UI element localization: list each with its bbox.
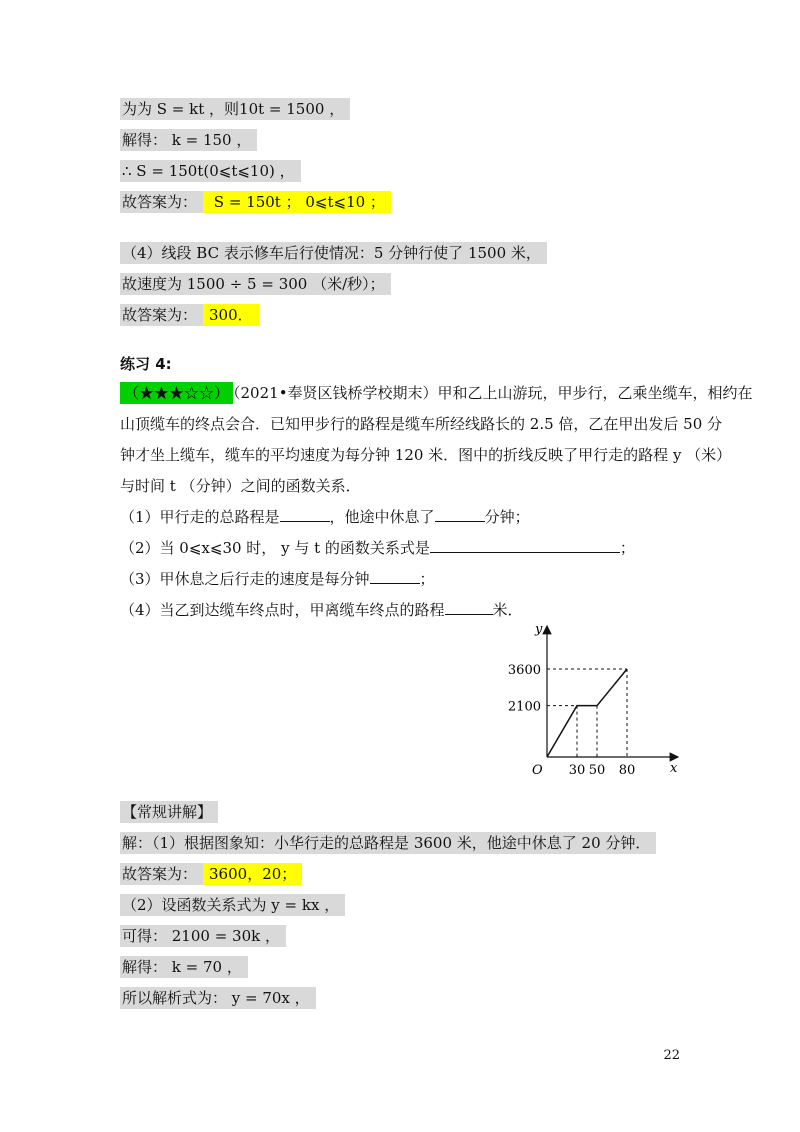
y-tick-label: 2100 bbox=[507, 699, 541, 715]
q-text: （1）甲行走的总路程是 bbox=[120, 508, 280, 526]
difficulty-stars: （★★★☆☆） bbox=[120, 382, 233, 404]
line-text: ∴ S = 150t(0⩽t⩽10) ， bbox=[120, 160, 301, 182]
answer-line bbox=[120, 190, 391, 214]
answer-highlight: 3600，20； bbox=[203, 863, 302, 885]
q-text: （2）当 0⩽x⩽30 时， y 与 t 的函数关系式是 bbox=[120, 539, 430, 557]
x-tick-label: 80 bbox=[618, 763, 636, 778]
question-1 bbox=[120, 505, 530, 529]
answer-blank bbox=[435, 505, 485, 522]
answer-prefix: 故答案为： bbox=[120, 304, 203, 326]
q-text: （3）甲休息之后行走的速度是每分钟 bbox=[120, 570, 370, 588]
y-tick-label: 3600 bbox=[507, 663, 541, 678]
exercise-paragraph bbox=[120, 381, 753, 405]
answer-highlight: S = 150t ； 0⩽t⩽10 ； bbox=[203, 191, 391, 213]
origin-label: O bbox=[532, 763, 543, 778]
solution-line bbox=[120, 831, 656, 855]
line-text: 解：（1）根据图象知：小华行走的总路程是 3600 米，他途中休息了 20 分钟． bbox=[120, 832, 656, 854]
answer-blank bbox=[430, 536, 620, 553]
q-text: ； bbox=[419, 570, 435, 588]
problem-text: 山顶缆车的终点会合．已知甲步行的路程是缆车所经线路长的 2.5 倍，乙在甲出发后 50 分 bbox=[120, 415, 723, 433]
line-text: 所以解析式为： y = 70x ， bbox=[120, 987, 316, 1009]
solution-line bbox=[120, 955, 248, 979]
line-text: 解得： k = 70 ， bbox=[120, 956, 248, 978]
solution-line bbox=[120, 241, 547, 265]
solution-line bbox=[120, 159, 301, 183]
y-axis-label: y bbox=[535, 622, 543, 637]
x-tick-label: 50 bbox=[588, 763, 606, 778]
solution-line bbox=[120, 986, 316, 1010]
q-text: （4）当乙到达缆车终点时，甲离缆车终点的路程 bbox=[120, 601, 445, 619]
answer-blank bbox=[445, 598, 493, 615]
question-2 bbox=[120, 536, 635, 560]
heading-text: 【常规讲解】 bbox=[120, 801, 218, 823]
answer-prefix: 故答案为： bbox=[120, 191, 203, 213]
line-text: （2）设函数关系式为 y = kx ， bbox=[120, 894, 345, 916]
line-text: （4）线段 BC 表示修车后行使情况：5 分钟行使了 1500 米， bbox=[120, 242, 547, 264]
answer-blank bbox=[370, 567, 420, 584]
problem-text: 钟才坐上缆车，缆车的平均速度为每分钟 120 米．图中的折线反映了甲行走的路程 y （米） bbox=[120, 446, 732, 464]
x-axis-label: x bbox=[670, 761, 678, 776]
line-text: 故速度为 1500 ÷ 5 = 300 （米/秒）； bbox=[120, 273, 391, 295]
x-tick-label: 30 bbox=[568, 763, 586, 778]
solution-line bbox=[120, 97, 350, 121]
series-line bbox=[547, 669, 627, 757]
solution-line bbox=[120, 272, 391, 296]
exercise-heading: 练习 4: bbox=[120, 355, 172, 373]
q-text: ，他途中休息了 bbox=[329, 508, 435, 526]
answer-line bbox=[120, 303, 259, 327]
solution-line bbox=[120, 893, 345, 917]
solution-line bbox=[120, 128, 257, 152]
question-4 bbox=[120, 598, 523, 622]
solution-heading bbox=[120, 800, 218, 824]
line-text: 为为 S = kt ，则10t = 1500 ， bbox=[120, 98, 350, 120]
q-text: 米． bbox=[492, 601, 523, 619]
line-text: 可得： 2100 = 30k ， bbox=[120, 925, 286, 947]
problem-text: （2021•奉贤区钱桥学校期末）甲和乙上山游玩，甲步行，乙乘坐缆车，相约在 bbox=[233, 384, 753, 402]
line-text: 解得： k = 150 ， bbox=[120, 129, 257, 151]
page-number: 22 bbox=[663, 1048, 680, 1063]
q-text: ； bbox=[619, 539, 635, 557]
answer-blank bbox=[280, 505, 330, 522]
q-text: 分钟； bbox=[484, 508, 530, 526]
answer-highlight: 300． bbox=[203, 304, 259, 326]
answer-line bbox=[120, 862, 302, 886]
problem-text: 与时间 t （分钟）之间的函数关系． bbox=[120, 477, 361, 495]
solution-line bbox=[120, 924, 286, 948]
answer-prefix: 故答案为： bbox=[120, 863, 203, 885]
question-3 bbox=[120, 567, 435, 591]
